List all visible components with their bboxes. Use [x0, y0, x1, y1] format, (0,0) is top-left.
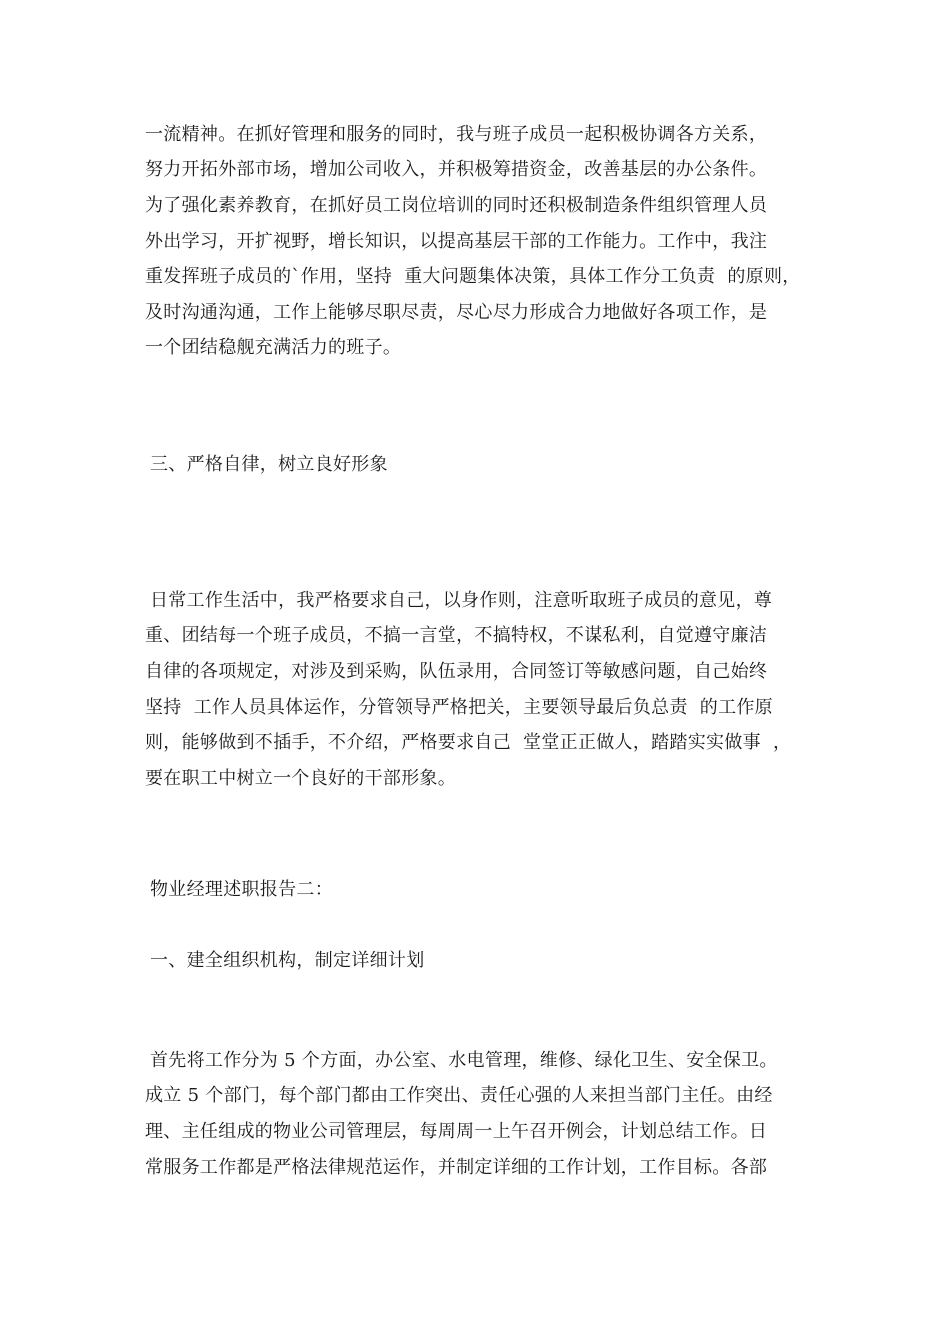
section-heading-1: 一、建全组织机构，制定详细计划 [150, 950, 425, 971]
paragraph-line: 成立 5 个部门，每个部门都由工作突出、责任心强的人来担当部门主任。由经 [145, 1085, 773, 1106]
paragraph-line: 努力开拓外部市场，增加公司收入，并积极筹措资金，改善基层的办公条件。 [145, 159, 768, 180]
paragraph-line: 及时沟通沟通，工作上能够尽职尽责，尽心尽力形成合力地做好各项工作，是 [145, 302, 768, 323]
paragraph-line: 常服务工作都是严格法律规范运作，并制定详细的工作计划，工作目标。各部 [145, 1157, 768, 1178]
paragraph-line: 重、团结每一个班子成员，不搞一言堂，不搞特权，不谋私利，自觉遵守廉洁 [145, 625, 768, 646]
paragraph-line: 首先将工作分为 5 个方面，办公室、水电管理，维修、绿化卫生、安全保卫。 [150, 1050, 778, 1071]
paragraph-line: 重发挥班子成员的`作用，坚持 重大问题集体决策，具体工作分工负责 的原则， [145, 266, 801, 287]
paragraph-line: 理、主任组成的物业公司管理层，每周周一上午召开例会，计划总结工作。日 [145, 1121, 768, 1142]
paragraph-line: 坚持 工作人员具体运作，分管领导严格把关，主要领导最后负总责 的工作原 [145, 697, 773, 718]
paragraph-line: 一个团结稳舰充满活力的班子。 [145, 337, 402, 358]
paragraph-line: 外出学习，开扩视野，增长知识，以提高基层干部的工作能力。工作中，我注 [145, 231, 768, 252]
report-title: 物业经理述职报告二： [150, 879, 333, 900]
paragraph-line: 自律的各项规定，对涉及到采购，队伍录用，合同签订等敏感问题，自己始终 [145, 661, 768, 682]
paragraph-line: 一流精神。在抓好管理和服务的同时，我与班子成员一起积极协调各方关系， [145, 124, 768, 145]
section-heading-3: 三、严格自律，树立良好形象 [150, 454, 388, 475]
paragraph-line: 要在职工中树立一个良好的干部形象。 [145, 768, 457, 789]
paragraph-line: 则，能够做到不插手，不介绍，严格要求自己 堂堂正正做人，踏踏实实做事 ， [145, 732, 792, 753]
paragraph-line: 为了强化素养教育，在抓好员工岗位培训的同时还积极制造条件组织管理人员 [145, 195, 768, 216]
paragraph-line: 日常工作生活中，我严格要求自己，以身作则，注意听取班子成员的意见，尊 [150, 590, 773, 611]
